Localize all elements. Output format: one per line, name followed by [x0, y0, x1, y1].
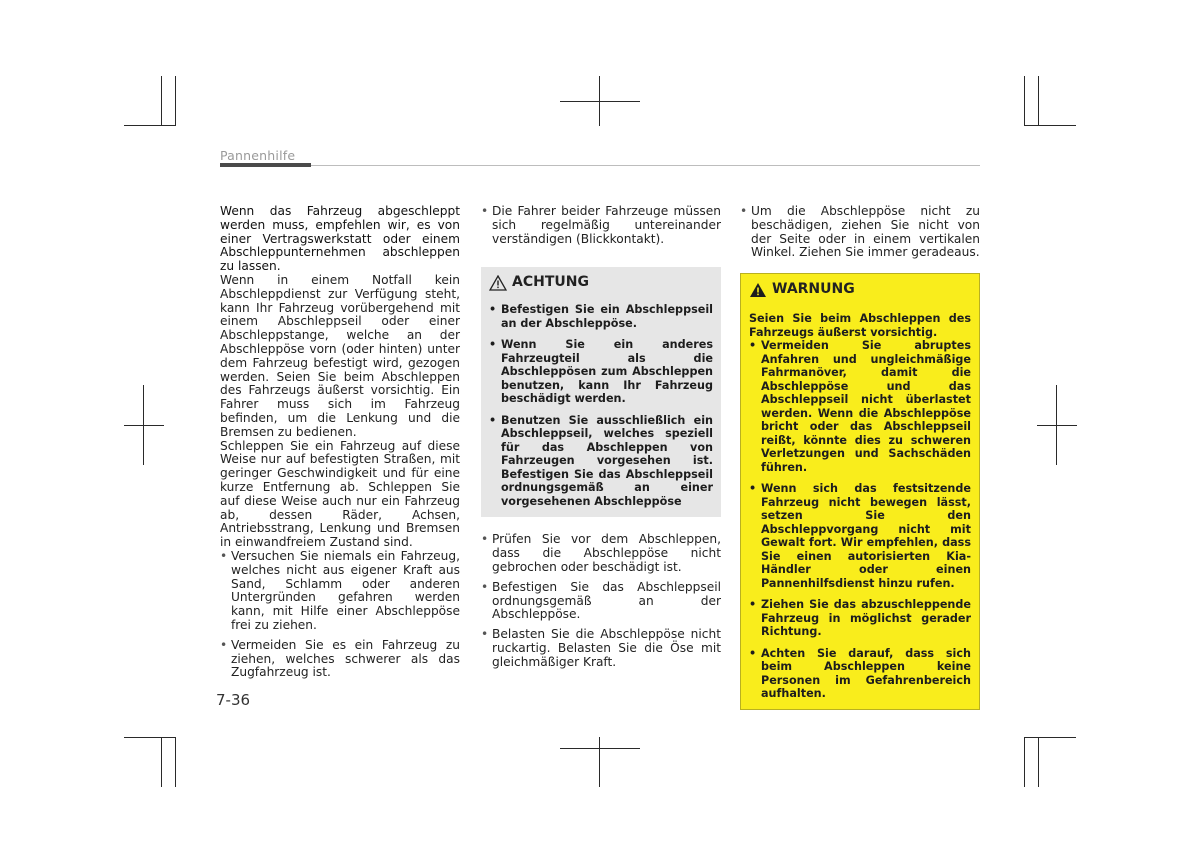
registration-mark [560, 748, 640, 749]
crop-mark [161, 737, 162, 787]
warning-title [749, 282, 971, 298]
list-item-text: Um die Abschleppöse nicht zu beschädigen, ziehen Sie nicht von der Seite oder in einem vertikalen Winkel. Ziehen Sie immer geradeaus. [751, 204, 980, 260]
warning-box [740, 273, 980, 710]
list-item-text: Befestigen Sie das Abschleppseil ordnungsgemäß an der Abschleppöse. [492, 579, 721, 622]
registration-mark [599, 737, 600, 787]
warning-item-text: Achten Sie darauf, dass sich beim Abschleppen keine Personen im Gefahrenbereich aufhalten. [761, 646, 971, 701]
column-middle [481, 205, 721, 676]
list-item-text: Versuchen Sie niemals ein Fahrzeug, welches nicht aus eigener Kraft aus Sand, Schlamm oder anderen Untergründen gefahren werden kann, mit Hilfe einer Abschleppöse frei zu ziehen. [231, 548, 460, 632]
header-bar [220, 163, 311, 167]
warning-triangle-outline-icon [489, 275, 507, 291]
crop-mark [175, 76, 176, 126]
crop-mark [1038, 76, 1039, 126]
warning-item [749, 482, 971, 590]
bullet-icon: • [481, 532, 489, 547]
column-right [740, 205, 980, 710]
registration-mark [124, 425, 164, 426]
list-item [220, 639, 460, 680]
list-item [220, 550, 460, 633]
caution-item-text: Befestigen Sie ein Abschleppseil an der Abschleppöse. [501, 303, 713, 330]
bullet-icon: • [489, 338, 497, 352]
list-item-text: Die Fahrer beider Fahrzeuge müssen sich regelmäßig untereinander verständigen (Blickkontakt). [492, 204, 721, 246]
crop-mark [1024, 737, 1025, 787]
registration-mark [560, 101, 640, 102]
list-item [481, 533, 721, 574]
caution-item [489, 338, 713, 406]
warning-title-text: WARNUNG [772, 281, 855, 298]
caution-item [489, 303, 713, 330]
warning-item [749, 339, 971, 474]
warning-item-text: Vermeiden Sie abruptes Anfahren und ungleichmäßige Fahrmanöver, damit die Abschleppöse und das Abschleppseil nicht überlastet werden. Wenn die Abschleppöse bricht oder das Abschleppseil reißt, könnte dies zu schweren Verletzungen und Sachschäden führen. [761, 339, 971, 474]
crop-mark [1024, 125, 1076, 126]
bullet-icon: • [749, 339, 757, 353]
caution-box [481, 267, 721, 517]
bullet-icon: • [220, 637, 228, 652]
list-item-text: Prüfen Sie vor dem Abschleppen, dass die Abschleppöse nicht gebrochen oder beschädigt ist. [492, 532, 721, 574]
caution-item-text: Wenn Sie ein anderes Fahrzeugteil als die Abschleppösen zum Abschleppen benutzen, kann Ihr Fahrzeug beschädigt werden. [501, 338, 713, 406]
caution-item [489, 414, 713, 509]
header-rule [311, 165, 980, 166]
bullet-icon: • [481, 204, 489, 218]
warning-item-text: Wenn sich das festsitzende Fahrzeug nicht bewegen lässt, setzen Sie den Abschleppvorgang nicht mit Gewalt fort. Wir empfehlen, dass Sie einen autorisierten Kia-Händler oder einen Pannenhilfsdienst hinzu rufen. [761, 482, 971, 590]
warning-item [749, 598, 971, 639]
warning-triangle-filled-icon [749, 282, 767, 298]
crop-mark [1024, 76, 1025, 126]
section-title: Pannenhilfe [220, 148, 296, 163]
body-paragraph: Wenn in einem Notfall kein Abschleppdienst zur Verfügung steht, kann Ihr Fahrzeug vorübergehend mit einem Abschleppseil oder einer Abschleppstange, welche an der Abschleppöse vorn (oder hinten) unter dem Fahrzeug befestigt wird, gezogen werden. Seien Sie beim Abschleppen des Fahrzeugs äußerst vorsichtig. Ein Fahrer muss sich im Fahrzeug befinden, um die Lenkung und die Bremsen zu bedienen. [220, 272, 460, 439]
warning-item [749, 647, 971, 701]
crop-mark [124, 737, 176, 738]
page-number: 7-36 [216, 691, 251, 709]
body-paragraph: Schleppen Sie ein Fahrzeug auf diese Weise nur auf befestigten Straßen, mit geringer Geschwindigkeit und für eine kurze Entfernung ab. Schleppen Sie auf diese Weise auch nur ein Fahrzeug ab, dessen Räder, Achsen, Antriebsstrang, Lenkung und Bremsen in einwandfreiem Zustand sind. [220, 438, 460, 550]
list-item [481, 628, 721, 669]
crop-mark [1038, 737, 1039, 787]
caution-title [489, 275, 713, 291]
bullet-icon: • [489, 303, 497, 317]
warning-item-text: Ziehen Sie das abzuschleppende Fahrzeug in möglichst gerader Richtung. [761, 598, 971, 639]
bullet-icon: • [481, 627, 489, 642]
list-item [481, 205, 721, 246]
warning-intro: Seien Sie beim Abschleppen des Fahrzeugs äußerst vorsichtig. [749, 312, 971, 339]
list-item-text: Vermeiden Sie es ein Fahrzeug zu ziehen, welches schwerer als das Zugfahrzeug ist. [231, 637, 460, 680]
bullet-icon: • [749, 598, 757, 612]
list-item-text: Belasten Sie die Abschleppöse nicht ruckartig. Belasten Sie die Öse mit gleichmäßiger Kraft. [492, 627, 721, 669]
caution-title-text: ACHTUNG [512, 274, 589, 291]
intro-paragraph: Wenn das Fahrzeug abgeschleppt werden muss, empfehlen wir, es von einer Vertragswerkstatt oder einem Abschleppunternehmen abschleppen zu lassen. [220, 204, 460, 274]
crop-mark [1024, 737, 1076, 738]
bullet-icon: • [489, 413, 497, 427]
bullet-icon: • [749, 646, 757, 660]
bullet-icon: • [220, 548, 228, 563]
caution-item-text: Benutzen Sie ausschließlich ein Abschleppseil, welches speziell für das Abschleppen von Fahrzeugen vorgesehen ist. Befestigen Sie das Abschleppseil ordnungsgemäß an einer vorgesehenen Abschleppöse [501, 413, 713, 508]
crop-mark [161, 76, 162, 126]
bullet-icon: • [740, 204, 748, 218]
bullet-icon: • [481, 579, 489, 594]
column-left [220, 205, 460, 686]
crop-mark [175, 737, 176, 787]
bullet-icon: • [749, 482, 757, 496]
list-item [740, 205, 980, 260]
registration-mark [1037, 425, 1077, 426]
list-item [481, 581, 721, 622]
crop-mark [124, 125, 176, 126]
